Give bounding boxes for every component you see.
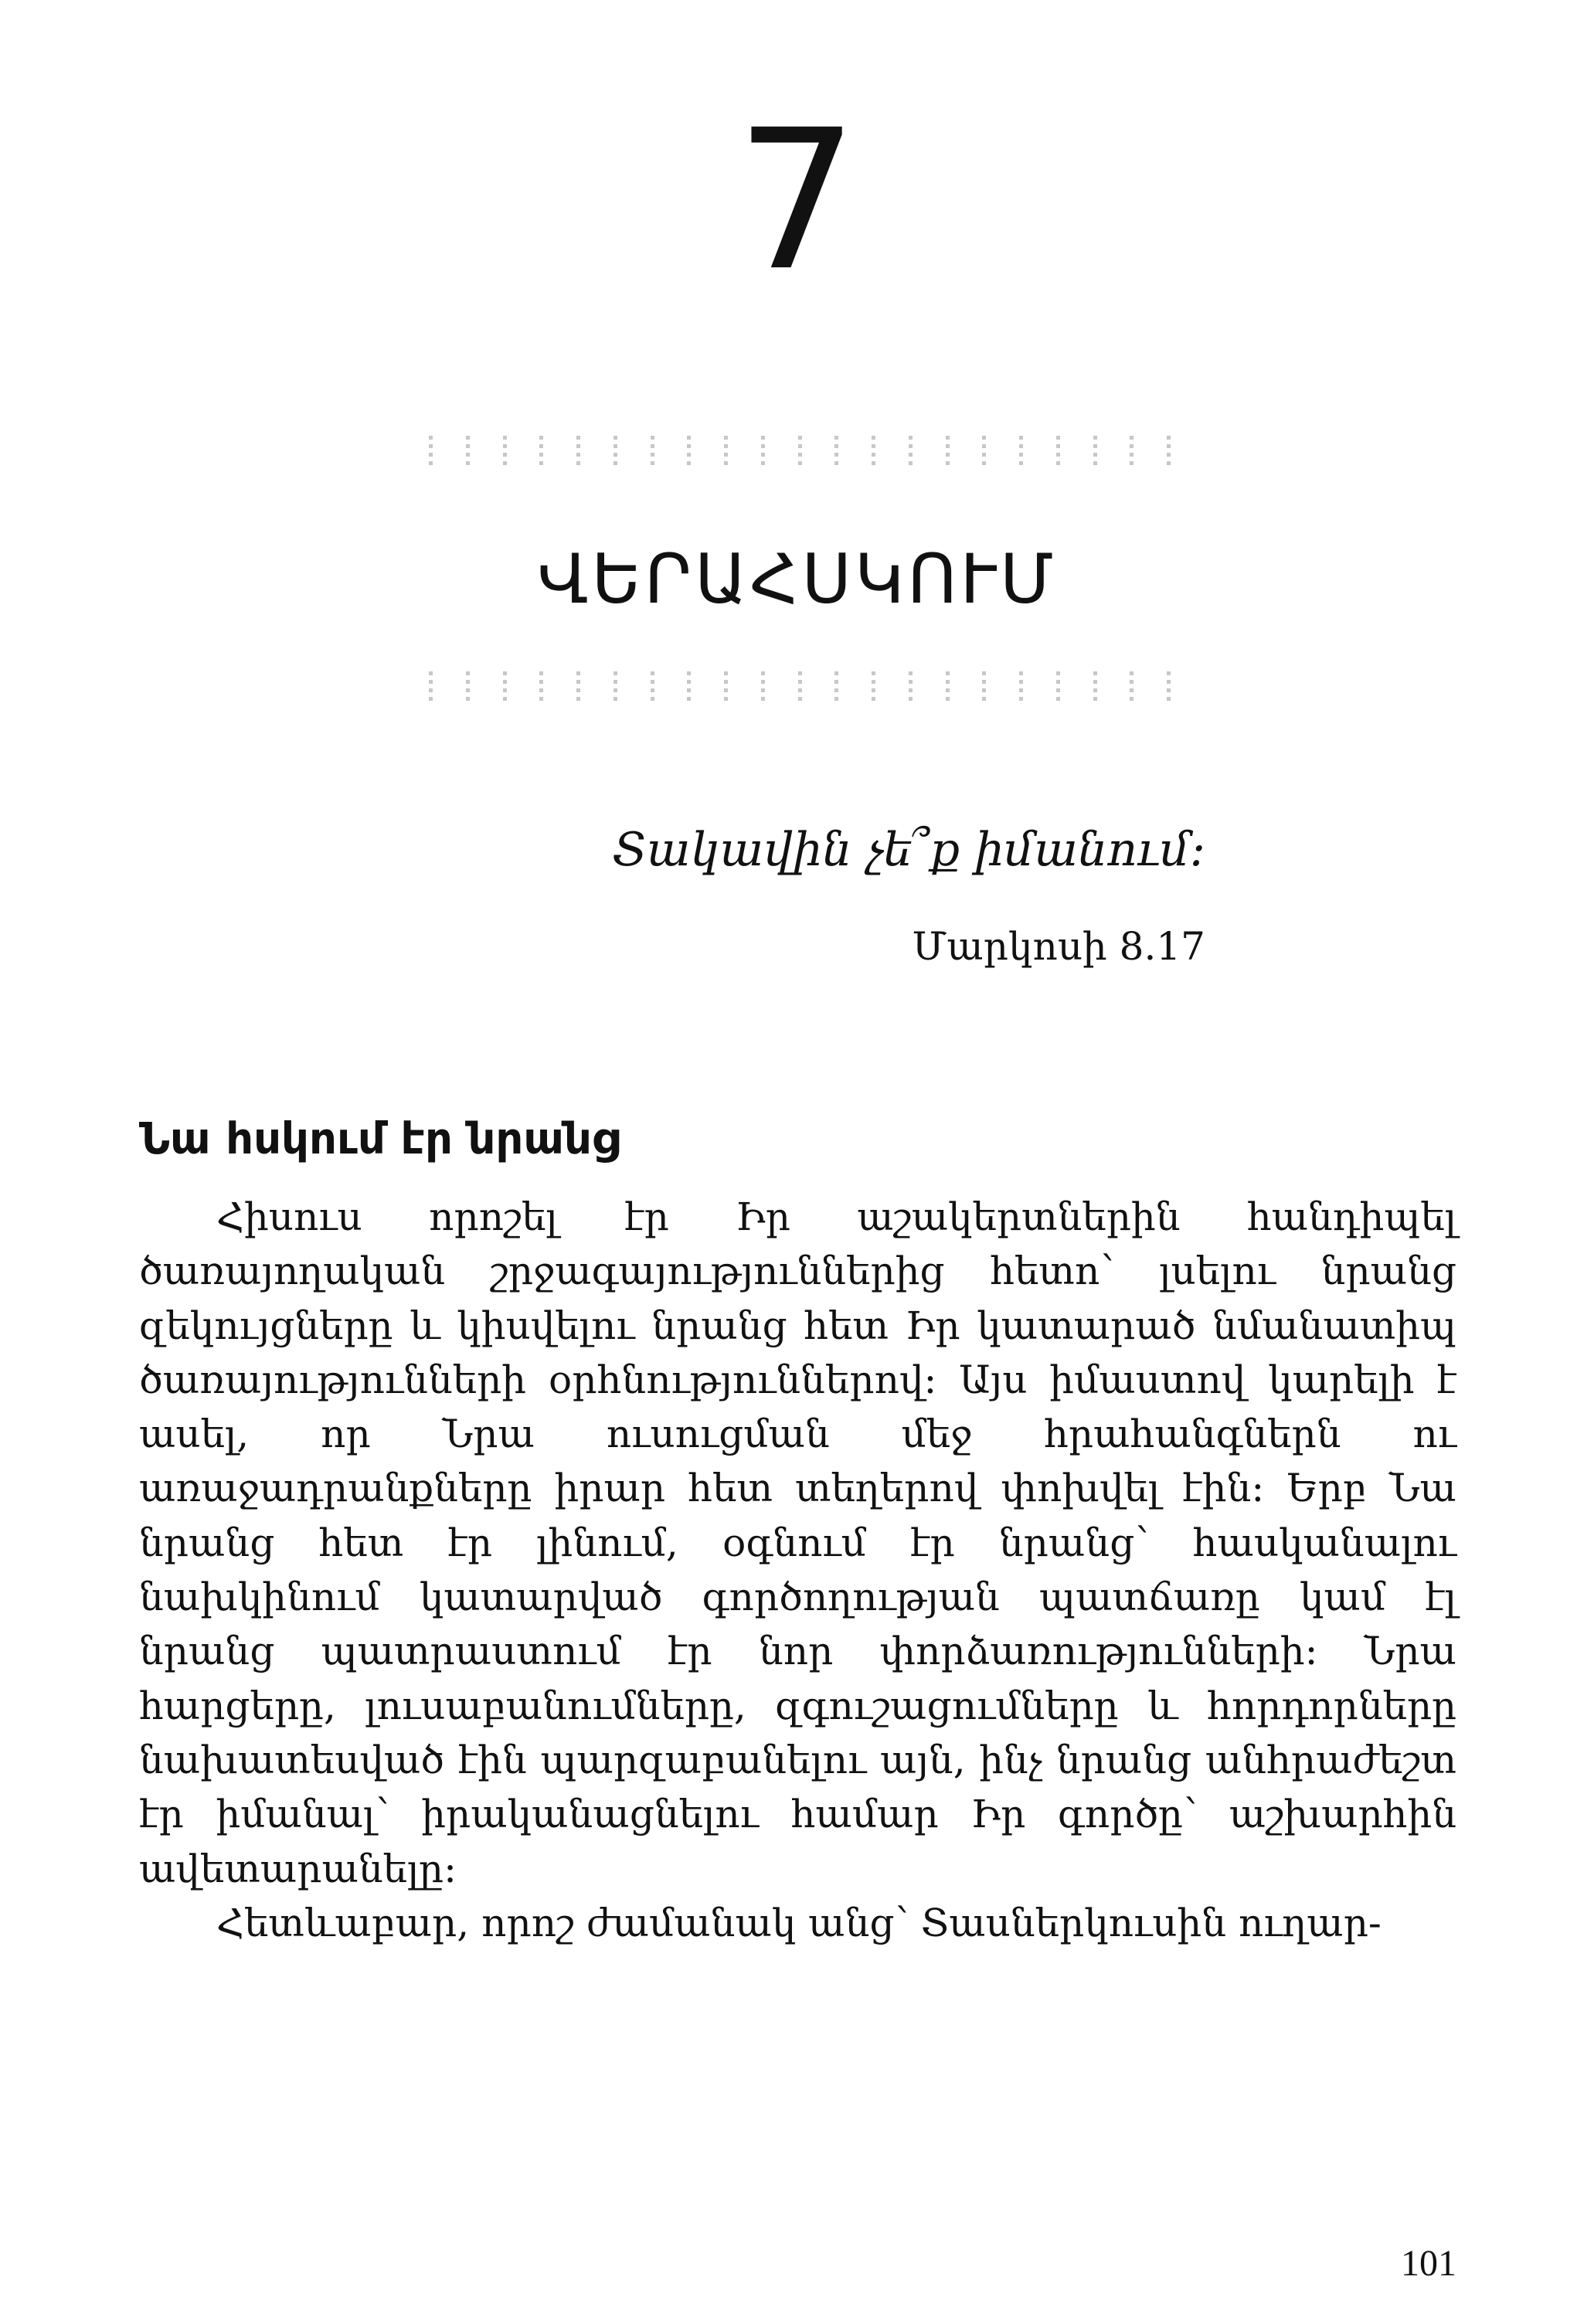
page-number: 101 <box>1401 2243 1456 2284</box>
paragraph: Հետևաբար, որոշ ժամանակ անց՝ Տասներկուսին ուղար- <box>216 1900 1382 1945</box>
chapter-number: 7 <box>735 88 859 313</box>
epigraph-reference: Մարկոսի 8.17 <box>912 924 1205 969</box>
body-text <box>139 1190 1456 1950</box>
chapter-title: ՎԵՐԱՀՍԿՈՒՄ <box>537 539 1057 619</box>
ornament-divider-top <box>429 429 1171 475</box>
section-heading: Նա հսկում էր նրանց <box>139 1114 620 1164</box>
paragraph: Հիսուս որոշել էր Իր աշակերտներին հանդիպել ծառայողական շրջագայություններից հետո՝ լսելու նրանց զեկույցները և կիսվելու նրանց հետ Իր կատարած նմանատիպ ծառայությունների օրհնություններով: Այս իմաստով կարելի է ասել, որ Նրա ուսուցման մեջ հրահանգներն ու առաջադրանքները իրար հետ տեղերով փոխվել էին: Երբ Նա նրանց հետ էր լինում, օգնում էր նրանց՝ հասկանալու նախկինում կատարված գործողության պատճառը կամ էլ նրանց պատրաստում էր նոր փորձառությունների: Նրա հարցերը, լուսաբանումները, զգուշացումները և հորդորները նախատեսված էին պարզաբանելու այն, ինչ նրանց անհրաժեշտ էր իմանալ՝ իրականացնելու համար Իր գործը՝ աշխարհին ավետարանելը: <box>139 1194 1456 1891</box>
ornament-divider-bottom <box>429 664 1171 711</box>
epigraph-quote: Տակավին չե՞ք իմանում: <box>612 823 1205 877</box>
